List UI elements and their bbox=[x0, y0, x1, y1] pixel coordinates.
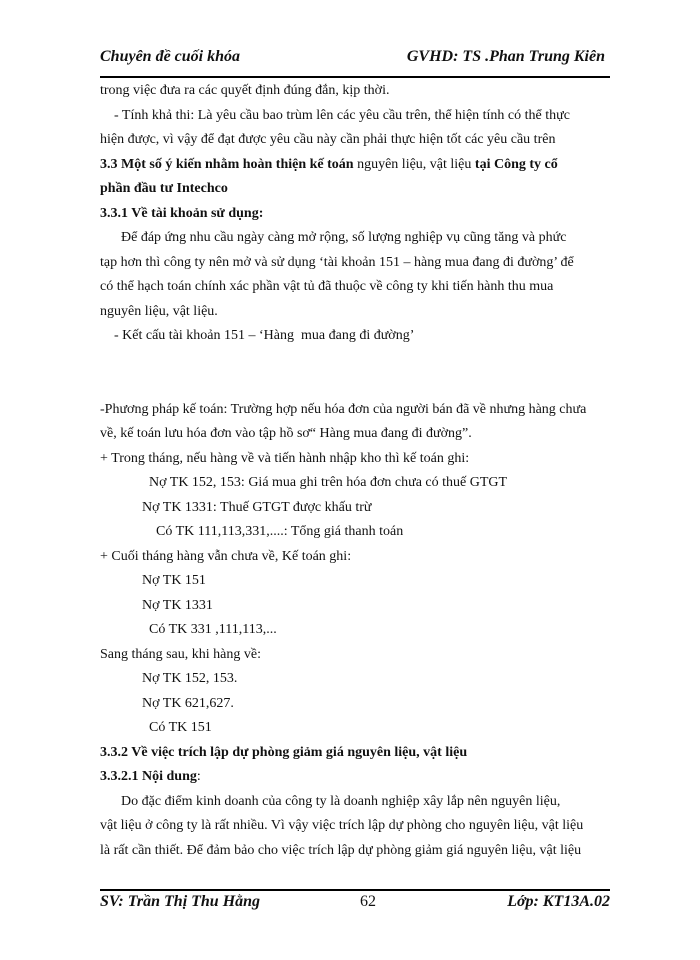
footer-rule bbox=[100, 889, 610, 891]
page-header bbox=[100, 48, 605, 72]
body-line: có thể hạch toán chính xác phần vật tủ đã thuộc về công ty khi tiến hành thu mua bbox=[100, 279, 554, 294]
journal-entry: Có TK 111,113,331,....: Tổng giá thanh toán bbox=[100, 524, 404, 539]
journal-entry: Nợ TK 152, 153. bbox=[100, 671, 238, 686]
body-line: trong việc đưa ra các quyết định đúng đắn, kịp thời. bbox=[100, 83, 390, 98]
body-line: + Trong tháng, nếu hàng về và tiến hành nhập kho thì kế toán ghi: bbox=[100, 450, 470, 466]
body-line: tạp hơn thì công ty nên mở và sử dụng ‘tài khoản 151 – hàng mua đang đi đường’ để bbox=[100, 254, 574, 270]
page-footer bbox=[100, 893, 610, 917]
document-body bbox=[100, 79, 615, 863]
section-heading-3-3-1: 3.3.1 Về tài khoản sử dụng: bbox=[100, 205, 264, 221]
header-advisor: GVHD: TS .Phan Trung Kiên bbox=[406, 48, 605, 65]
blank-line bbox=[100, 349, 615, 374]
header-rule bbox=[100, 76, 610, 78]
heading-normal-mid: nguyên liệu, vật liệu bbox=[353, 156, 475, 172]
section-heading-3-3-2: 3.3.2 Về việc trích lập dự phòng giảm giá nguyên liệu, vật liệu bbox=[100, 744, 468, 760]
journal-entry: Nợ TK 621,627. bbox=[100, 695, 234, 711]
body-line: là rất cần thiết. Để đảm bảo cho việc trích lập dự phòng giảm giá nguyên liệu, vật liệu bbox=[100, 842, 582, 858]
body-line: - Kết cấu tài khoản 151 – ‘Hàng mua đang đi đường’ bbox=[100, 328, 415, 343]
blank-line bbox=[100, 373, 615, 398]
body-line: vật liệu ở công ty là rất nhiều. Vì vậy việc trích lập dự phòng cho nguyên liệu, vật liệu bbox=[100, 818, 584, 833]
body-line: Do đặc điểm kinh doanh của công ty là doanh nghiệp xây lắp nên nguyên liệu, bbox=[100, 793, 561, 809]
section-heading-3-3-2-1 bbox=[100, 765, 615, 790]
journal-entry: Nợ TK 1331: Thuế GTGT được khấu trừ bbox=[100, 499, 372, 515]
body-line: Để đáp ứng nhu cầu ngày càng mở rộng, số lượng nghiệp vụ cũng tăng và phức bbox=[100, 230, 567, 245]
body-line: - Tính khả thi: Là yêu cầu bao trùm lên các yêu cầu trên, thể hiện tính có thể thực bbox=[100, 107, 570, 123]
journal-entry: Có TK 151 bbox=[100, 720, 212, 735]
subheading-bold: 3.3.2.1 Nội dung bbox=[100, 769, 197, 784]
body-line: về, kế toán lưu hóa đơn vào tập hồ sơ“ Hàng mua đang đi đường”. bbox=[100, 426, 472, 441]
subheading-colon: : bbox=[196, 769, 201, 784]
journal-entry: Nợ TK 151 bbox=[100, 573, 206, 588]
section-heading-3-3-cont: phần đầu tư Intechco bbox=[100, 181, 228, 196]
journal-entry: Có TK 331 ,111,113,... bbox=[100, 622, 277, 637]
footer-student: SV: Trần Thị Thu Hằng bbox=[100, 893, 261, 910]
journal-entry: Nợ TK 152, 153: Giá mua ghi trên hóa đơn chưa có thuế GTGT bbox=[100, 475, 508, 490]
heading-bold-start: 3.3 Một số ý kiến nhằm hoàn thiện kế toán bbox=[100, 156, 354, 172]
header-title: Chuyên đề cuối khóa bbox=[100, 48, 241, 65]
body-line: hiện được, vì vậy để đạt được yêu cầu này cần phải thực hiện tốt các yêu cầu trên bbox=[100, 132, 556, 147]
page-number: 62 bbox=[360, 893, 376, 910]
body-line: Sang tháng sau, khi hàng về: bbox=[100, 646, 261, 662]
body-line: nguyên liệu, vật liệu. bbox=[100, 303, 218, 319]
journal-entry: Nợ TK 1331 bbox=[100, 597, 213, 613]
body-line: -Phương pháp kế toán: Trường hợp nếu hóa đơn của người bán đã về nhưng hàng chưa bbox=[100, 401, 587, 417]
footer-class: Lớp: KT13A.02 bbox=[507, 893, 610, 910]
section-heading-3-3 bbox=[100, 153, 615, 178]
heading-bold-end: tại Công ty cổ bbox=[474, 156, 558, 172]
body-line: + Cuối tháng hàng vẫn chưa về, Kế toán ghi: bbox=[100, 548, 352, 564]
